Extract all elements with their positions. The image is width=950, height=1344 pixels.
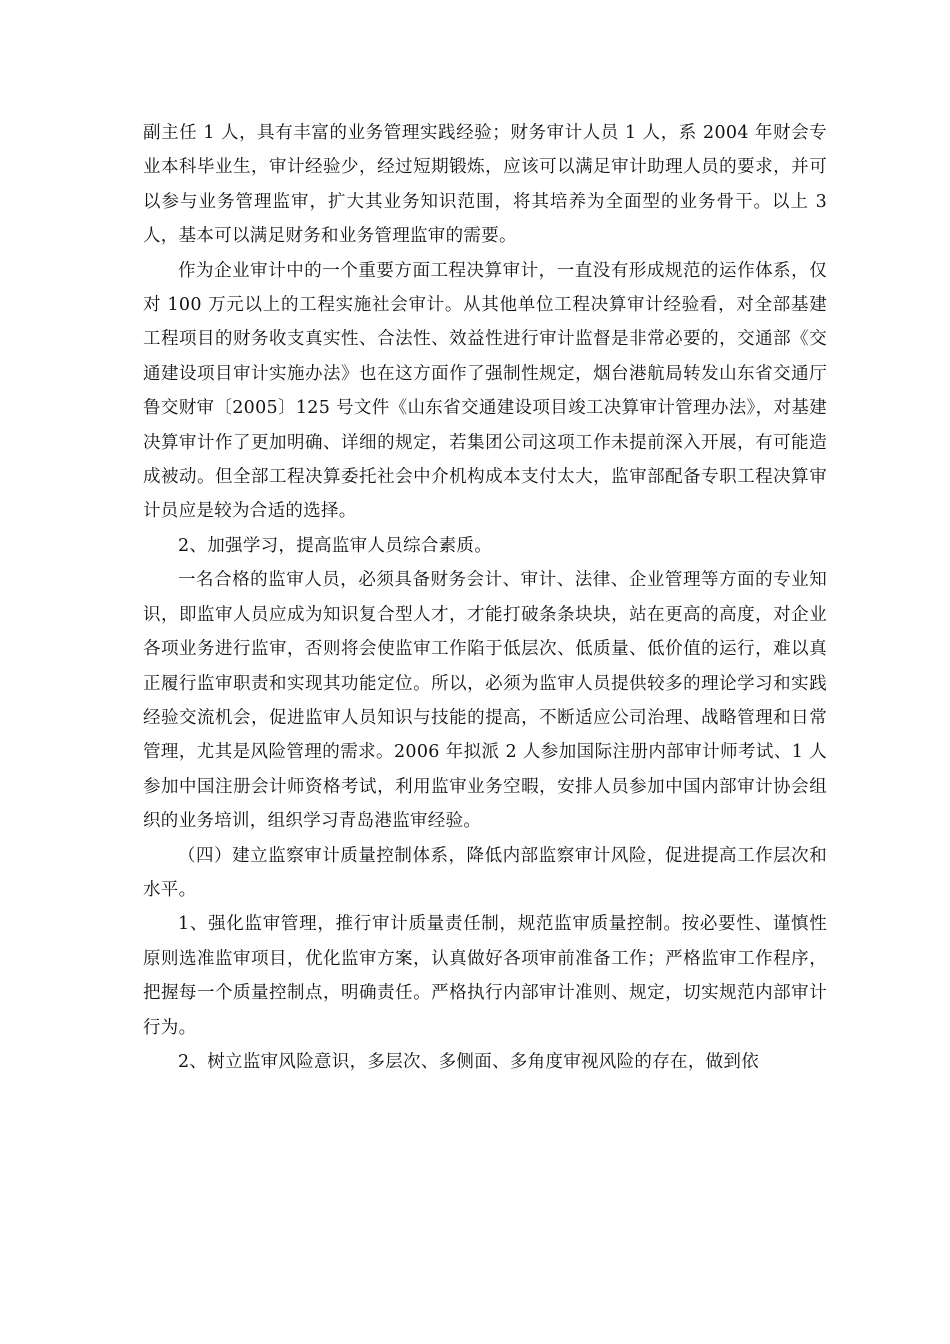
paragraph-heading-study: 2、加强学习，提高监审人员综合素质。: [178, 535, 493, 556]
paragraph-continuation: 副主任 1 人，具有丰富的业务管理实践经验；财务审计人员 1 人，系 2004 年财会专业本科毕业生，审计经验少，经过短期锻炼，应该可以满足审计助理人员的要求，并可以参与业务管理监审，扩大其业务知识范围，将其培养为全面型的业务骨干。以上 3 人，基本可以满足财务和业务管理监审的需要。: [143, 123, 827, 247]
paragraph-strengthen-management: 1、强化监审管理，推行审计质量责任制，规范监审质量控制。按必要性、谨慎性原则选准监审项目，优化监审方案，认真做好各项审前准备工作；严格监审工作程序，把握每一个质量控制点，明确责任。严格执行内部审计准则、规定，切实规范内部审计行为。: [143, 914, 827, 1038]
paragraph-risk-awareness: 2、树立监审风险意识，多层次、多侧面、多角度审视风险的存在，做到依: [178, 1051, 760, 1072]
paragraph-heading-quality-control: （四）建立监察审计质量控制体系，降低内部监察审计风险，促进提高工作层次和水平。: [143, 845, 827, 900]
document-body: [143, 116, 827, 1079]
paragraph-qualified-staff: 一名合格的监审人员，必须具备财务会计、审计、法律、企业管理等方面的专业知识，即监审人员应成为知识复合型人才，才能打破条条块块，站在更高的高度，对企业各项业务进行监审，否则将会使监审工作陷于低层次、低质量、低价值的运行，难以真正履行监审职责和实现其功能定位。所以，必须为监审人员提供较多的理论学习和实践经验交流机会，促进监审人员知识与技能的提高，不断适应公司治理、战略管理和日常管理，尤其是风险管理的需求。2006 年拟派 2 人参加国际注册内部审计师考试、1 人参加中国注册会计师资格考试，利用监审业务空暇，安排人员参加中国内部审计协会组织的业务培训，组织学习青岛港监审经验。: [143, 570, 827, 832]
paragraph-project-audit: 作为企业审计中的一个重要方面工程决算审计，一直没有形成规范的运作体系，仅对 100 万元以上的工程实施社会审计。从其他单位工程决算审计经验看，对全部基建工程项目的财务收支真实性、合法性、效益性进行审计监督是非常必要的，交通部《交通建设项目审计实施办法》也在这方面作了强制性规定，烟台港航局转发山东省交通厅鲁交财审〔2005〕125 号文件《山东省交通建设项目竣工决算审计管理办法》，对基建决算审计作了更加明确、详细的规定，若集团公司这项工作未提前深入开展，有可能造成被动。但全部工程决算委托社会中介机构成本支付太大，监审部配备专职工程决算审计员应是较为合适的选择。: [143, 260, 827, 522]
